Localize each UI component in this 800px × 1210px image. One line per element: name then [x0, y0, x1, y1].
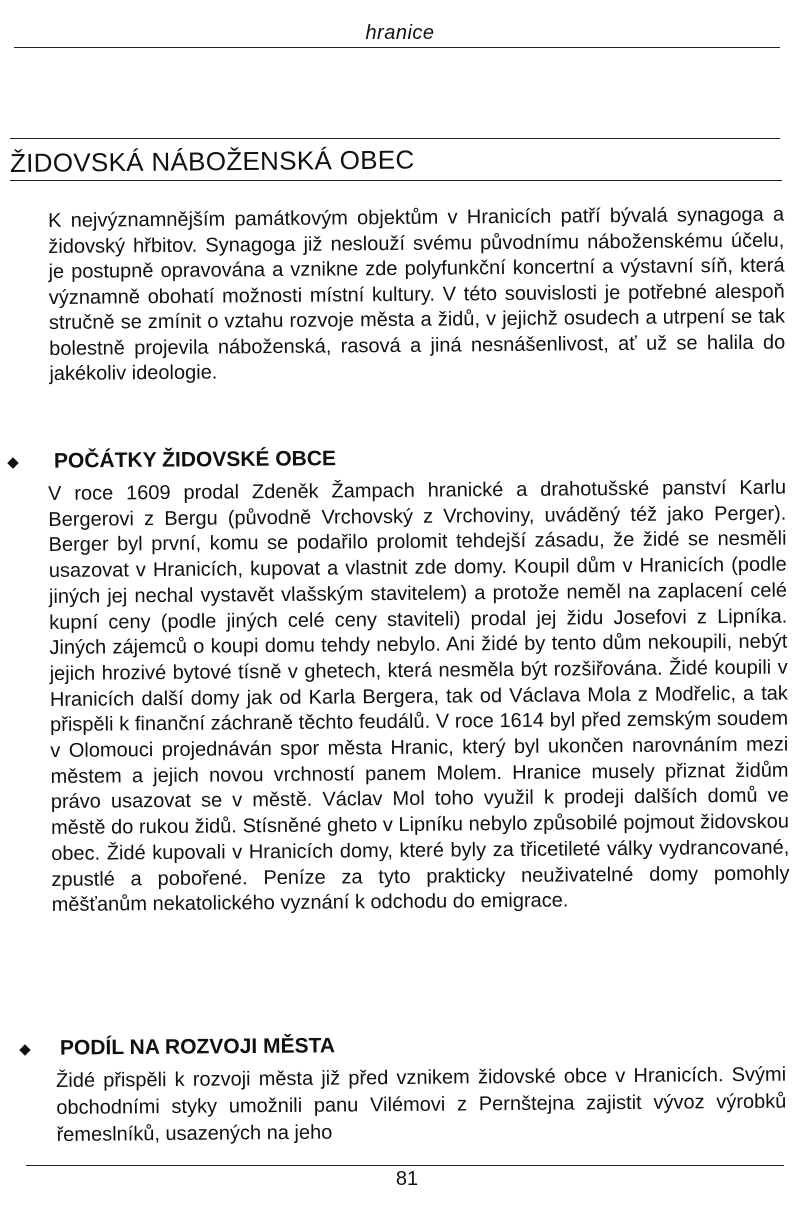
- chapter-title: ŽIDOVSKÁ NÁBOŽENSKÁ OBEC: [9, 144, 415, 178]
- running-header: hranice: [365, 22, 435, 44]
- section-paragraph: [48, 476, 790, 919]
- chapter-top-rule: [10, 138, 780, 139]
- section-text: V roce 1609 prodal Zdeněk Žampach hranické a drahotušské panství Karlu Bergerovi z Bergu (původně Vrchovský z Vrchoviny, uváděný též jako Perger). Berger byl první, komu se podařilo prolomit tehdejší zásadu, že židé se nesměli usazovat v Hranicích, kupovat a vlastnit zde domy. Koupil dům v Hranicích (podle jiných jej nechal vystavět vlašským stavitelem) a protože neměl na zaplacení celé kupní ceny (podle jiných celé ceny staviteli) prodal jej židu Josefovi z Lipníka. Jiných zájemců o koupi domu tehdy nebylo. Ani židé by tento dům nekoupili, nebýt jejich hrozivé bytové tísně v ghetech, která nesměla být rozšiřována. Židé koupili v Hranicích další domy jak od Karla Bergera, tak od Václava Mola z Modřelic, a tak přispěli k finanční záchraně těchto feudálů. V roce 1614 byl před zemským soudem v Olomouci projednáván spor města Hranic, který byl ukončen narovnáním mezi městem a jejich novou vrchností panem Molem. Hranice musely přiznat židům právo usazovat se v městě. Václav Mol toho využil k prodeji dalších domů ve městě do rukou židů. Stísněné gheto v Lipníku nebylo způsobilé pojmout židovskou obec. Židé kupovali v Hranicích domy, které byly za třicetileté války vydrancované, zpustlé a pobořené. Peníze za tyto prakticky neuživatelné domy pomohly měšťanům nekatolického vyznání k odchodu do emigrace.: [48, 476, 790, 917]
- intro-text: K nejvýznamnějším památkovým objektům v Hranicích patří bývalá synagoga a židovský hřbitov. Synagoga již neslouží svému původnímu náboženskému účelu, je postupně opravována a vznikne zde polyfunkční koncertní a výstavní síň, která významně obohatí možnosti místní kultury. V této souvislosti je potřebné alespoň stručně se zmínit o vztahu rozvoje města a židů, v jejichž osudech a utrpení se tak bolestně projevila náboženská, rasová a jiná nesnášenlivost, ať už se halila do jakékoliv ideologie.: [48, 203, 786, 385]
- section-text: Židé přispěli k rozvoji města již před vznikem židovské obce v Hranicích. Svými obchodními styky umožnili panu Vilémovi z Pernštejna zajistit vývoz výrobků řemeslníků, usazených na jeho: [56, 1063, 787, 1146]
- page-number: 81: [395, 1168, 419, 1190]
- section-title: PODÍL NA ROZVOJI MĚSTA: [59, 1034, 336, 1060]
- diamond-bullet-icon: ◆: [19, 1040, 31, 1058]
- chapter-bottom-rule: [10, 180, 782, 181]
- section-heading: [4, 447, 336, 474]
- section-title: POČÁTKY ŽIDOVSKÉ OBCE: [53, 447, 337, 473]
- diamond-bullet-icon: ◆: [7, 453, 19, 471]
- intro-paragraph: [48, 203, 786, 388]
- section-paragraph: [56, 1062, 787, 1149]
- footer-rule: [26, 1165, 784, 1166]
- header-rule: [14, 47, 780, 48]
- section-heading: [16, 1034, 335, 1061]
